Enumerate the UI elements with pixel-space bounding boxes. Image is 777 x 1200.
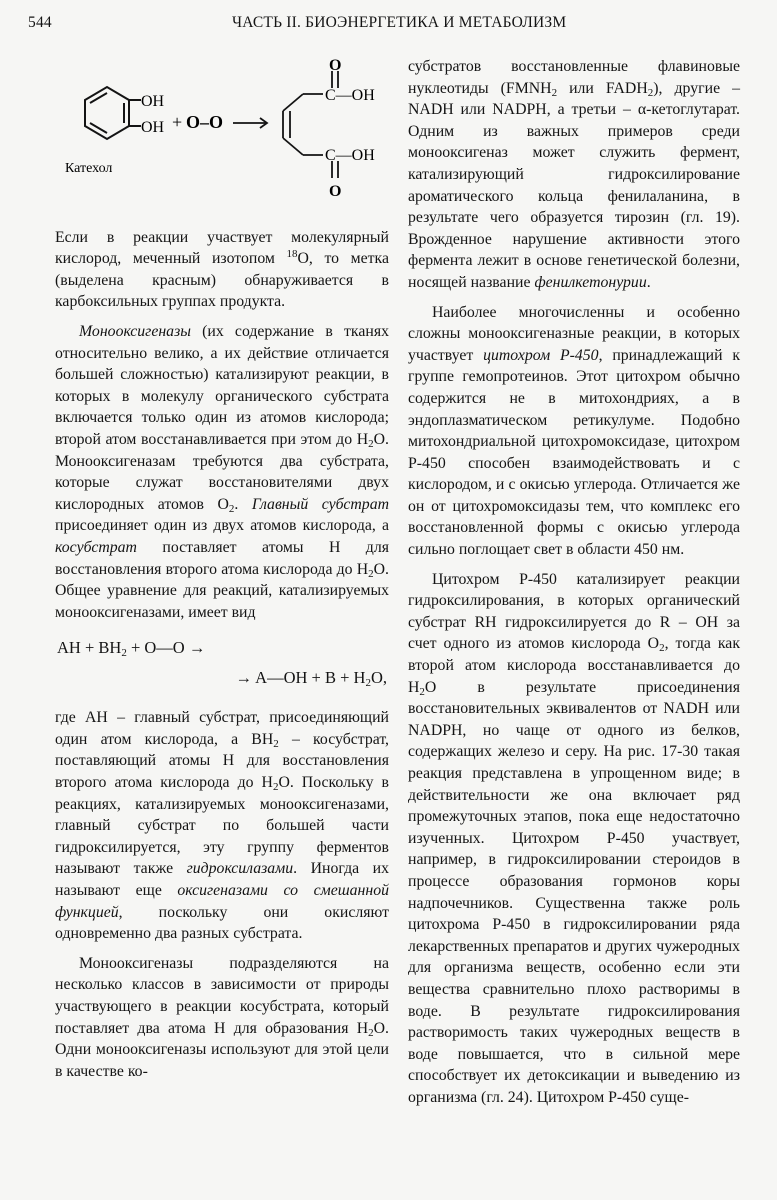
term-hydroxylases: гидроксилазами bbox=[186, 860, 294, 878]
benzene-ring-icon bbox=[85, 87, 141, 139]
term-main-substrate: Главный субстрат bbox=[251, 495, 389, 513]
paragraph-isotope-label: Если в реакции участвует молекулярный кислород, меченный изотопом $^{18}$O, то метка (выделена красным) обнаруживается в карбоксильных группах продукта. bbox=[55, 228, 389, 311]
term-cosubstrate: косубстрат bbox=[55, 538, 137, 556]
term-cytochrome-p450: цитохром P-450 bbox=[483, 346, 599, 364]
left-column bbox=[55, 56, 389, 1090]
term-mixed-function-oxygenases: оксигеназами со смешанной функцией bbox=[55, 882, 389, 921]
reaction-diagram bbox=[55, 56, 389, 206]
right-column bbox=[408, 56, 740, 1117]
running-title: ЧАСТЬ II. БИОЭНЕРГЕТИКА И МЕТАБОЛИЗМ bbox=[232, 14, 567, 31]
paragraph-equation-explanation: где AH – главный субстрат, присоединяющий один атом кислорода, а $BH_2$ – косубстрат, поставляющий атомы H для восстановления второго атома кислорода до $H_2O$. Поскольку в реакциях, катализируемых монооксигеназами, главный субстрат по большей части гидроксилируется, эту группу ферментов называют также гидроксилазами. Иногда их называют еще оксигеназами со смешанной функцией, поскольку они окисляют одновременно два разных субстрата. bbox=[55, 709, 390, 943]
paragraph-monooxygenases: Монооксигеназы (их содержание в тканях относительно велико, а их действие отличается большей сложностью) катализируют реакции, в которых в молекулу органического субстрата включается только один из атомов кислорода; второй атом восстанавливается при этом до $H_2O$. Монооксигеназам требуются два субстрата, которые служат восстановителями двух кислородных атомов $O_2$. Главный субстрат присоединяет один из двух атомов кислорода, а косубстрат поставляет атомы H для восстановления второго атома кислорода до $H_2O$. Общее уравнение для реакций, катализируемых монооксигеназами, имеет вид bbox=[55, 322, 389, 621]
paragraph-monooxygenase-classes: Монооксигеназы подразделяются на несколько классов в зависимости от природы участвующего в реакции косубстрата, который поставляет два атома H для образования $H_2O$. Одни монооксигеназы используют для этой цели в качестве ко- bbox=[55, 954, 389, 1080]
paragraph-cosubstrates: субстратов восстановленные флавиновые нуклеотиды ($FMNH_2$ или $FADH_2$), другие – NADH или NADPH, а третьи – α-кетоглутарат. Одним из важных примеров среди монооксигеназ может служить фермент, катализирующий гидроксилирование ароматического кольца фенилаланина, в результате чего образуется тирозин (гл. 19). Врожденное нарушение активности этого фермента лежит в основе генетической болезни, носящей название фенилкетонурии. bbox=[408, 58, 741, 291]
page-number: 544 bbox=[28, 14, 52, 31]
plus-sign: + bbox=[172, 112, 183, 132]
oxygen-molecule: O–O bbox=[186, 112, 224, 132]
paragraph-p450-hydroxylation: Цитохром P-450 катализирует реакции гидроксилирования, в которых органический субстрат RH гидроксилируется до R – OH за счет одного из атомов кислорода $O_2$, тогда как второй атом кислорода восстанавливается до $H_2O$ в результате присоединения восстановительных эквивалентов от NADH или NADPH, но чаще от одного из белков, содержащих железо и серу. На рис. 17-30 такая реакция представлена в упрощенном виде; в действительности же она включает ряд промежуточных этапов, пока еще недостаточно изученных. Цитохром P-450 участвует, например, в гидроксилировании стероидов в процессе образования гормонов коры надпочечников. Существенна также роль цитохрома P-450 в гидроксилировании ряда лекарственных препаратов и других чужеродных для организма веществ, особенно если эти вещества сравнительно плохо растворимы в воде. В результате гидроксилирования растворимость таких чужеродных веществ в воде повышается, что в сильной мере способствует их детоксикации и выведению из организма (гл. 24). Цитохром P-450 суще- bbox=[408, 570, 740, 1106]
equation-line-2: → A—OH + $B + H_2O$, bbox=[235, 668, 387, 690]
paragraph-cytochrome-p450: Наиболее многочисленны и особенно сложны монооксигеназные реакции, в которых участвует цитохром P-450, принадлежащий к группе гемопротеинов. Этот цитохром обычно содержится не в митохондриях, а в эндоплазматическом ретикулуме. Подобно митохондриальной цитохромоксидазе, цитохром P-450 способен взаимодействовать и с кислородом, и с окисью углерода. Отличается же он от цитохромоксидазы тем, что комплекс его восстановленной формы с окисью углерода сильно поглощает свет в области 450 нм. bbox=[408, 303, 740, 559]
equation-line-1: AH + $BH_2$ + O—O → bbox=[57, 638, 206, 660]
catechol-reaction-scheme bbox=[55, 56, 389, 213]
carboxyl-group-top: C—OH bbox=[325, 87, 375, 104]
carboxyl-group-bottom: C—OH bbox=[325, 147, 375, 164]
term-monooxygenases: Монооксигеназы bbox=[79, 322, 191, 340]
carbonyl-oxygen-top: O bbox=[329, 57, 342, 74]
oh-top-label: OH bbox=[141, 93, 165, 110]
carbonyl-oxygen-bottom: O bbox=[329, 183, 342, 200]
oh-bottom-label: OH bbox=[141, 119, 165, 136]
term-phenylketonuria: фенилкетонурии bbox=[534, 273, 647, 291]
catechol-label: Катехол bbox=[65, 161, 113, 176]
reaction-arrow-icon bbox=[233, 118, 267, 128]
